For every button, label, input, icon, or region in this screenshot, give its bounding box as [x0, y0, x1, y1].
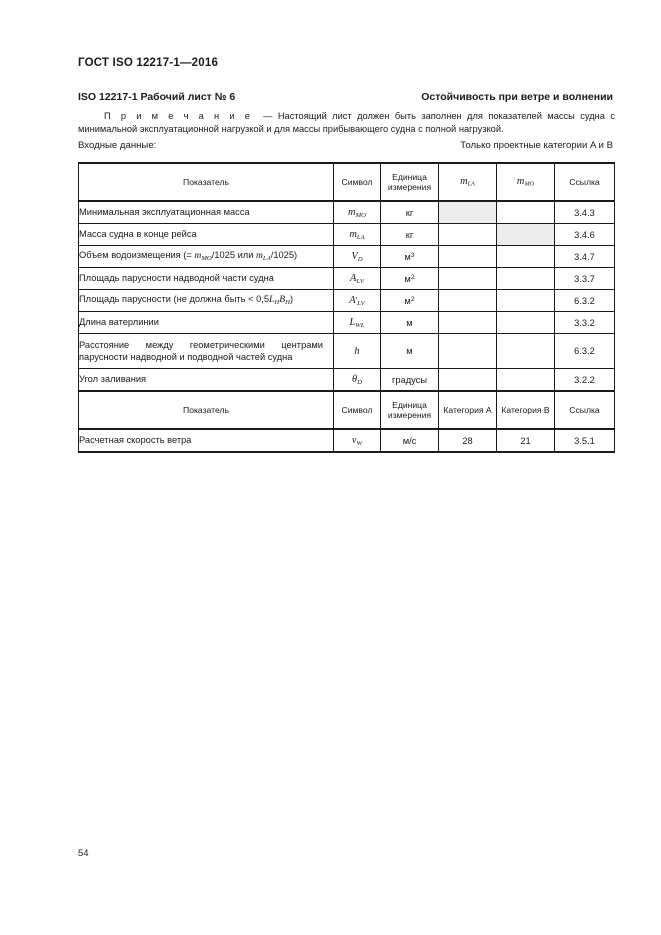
row-mla-value[interactable] — [439, 246, 497, 268]
table-row — [79, 369, 615, 392]
row-mla-value[interactable] — [439, 290, 497, 312]
table-row — [79, 312, 615, 334]
table-row — [79, 224, 615, 246]
row-symbol: $m_{LA}$ — [334, 224, 381, 246]
row-mmo-value[interactable] — [497, 224, 555, 246]
table-row — [79, 246, 615, 268]
row-name: Расстояние между геометрическими центрами парусности надводной и подводной частей судна — [79, 334, 334, 369]
note-label: П р и м е ч а н и е — [104, 111, 253, 121]
header-unit-line2: измерения — [387, 410, 432, 420]
row-category-b-value[interactable]: 21 — [497, 429, 555, 452]
row-mmo-value[interactable] — [497, 290, 555, 312]
design-categories-note: Только проектные категории A и B — [460, 140, 613, 151]
row-unit: $м^3$ — [381, 246, 439, 268]
table-row — [79, 201, 615, 224]
header-symbol: Символ — [334, 163, 381, 201]
row-reference: 3.3.2 — [555, 312, 615, 334]
header-unit — [381, 163, 439, 201]
row-reference: 3.2.2 — [555, 369, 615, 392]
wind-table-header-row — [79, 391, 615, 429]
row-symbol: $v_W$ — [334, 429, 381, 452]
row-reference: 6.3.2 — [555, 334, 615, 369]
note-text: Настоящий лист должен быть заполнен для показателей массы судна с минимальной эксплуатационной нагрузкой и для массы прибывающего судна с полной нагрузкой. — [78, 111, 616, 135]
row-symbol: $m_{MO}$ — [334, 201, 381, 224]
row-reference: 3.4.3 — [555, 201, 615, 224]
header-category-a: Категория A — [439, 391, 497, 429]
input-data-line — [78, 140, 613, 151]
row-mla-value[interactable] — [439, 312, 497, 334]
row-mmo-value[interactable] — [497, 312, 555, 334]
row-unit: м — [381, 334, 439, 369]
header-name: Показатель — [79, 163, 334, 201]
header-name: Показатель — [79, 391, 334, 429]
row-symbol: $A_{LV}$ — [334, 268, 381, 290]
wind-speed-table — [78, 390, 615, 453]
table-row — [79, 334, 615, 369]
row-mla-value[interactable] — [439, 334, 497, 369]
row-mmo-value[interactable] — [497, 268, 555, 290]
note-dash: — — [263, 111, 273, 121]
input-data-label: Входные данные: — [78, 140, 157, 151]
header-unit-line2: измерения — [387, 182, 432, 192]
inputs-table — [78, 162, 615, 392]
row-name: Расчетная скорость ветра — [79, 429, 334, 452]
header-category-b: Категория B — [497, 391, 555, 429]
row-name: Минимальная эксплуатационная масса — [79, 201, 334, 224]
row-mmo-value[interactable] — [497, 201, 555, 224]
row-name: Угол заливания — [79, 369, 334, 392]
worksheet-title: ISO 12217-1 Рабочий лист № 6 — [78, 91, 236, 103]
table-row — [79, 429, 615, 452]
table-row — [79, 268, 615, 290]
sheet-header — [78, 91, 613, 103]
header-unit-line1: Единица — [392, 399, 427, 410]
row-mla-value[interactable] — [439, 201, 497, 224]
row-reference: 3.5.1 — [555, 429, 615, 452]
row-mla-value[interactable] — [439, 369, 497, 392]
row-unit: м — [381, 312, 439, 334]
row-category-a-value[interactable]: 28 — [439, 429, 497, 452]
row-unit: градусы — [381, 369, 439, 392]
header-reference: Ссылка — [555, 391, 615, 429]
table-row — [79, 290, 615, 312]
row-mmo-value[interactable] — [497, 246, 555, 268]
row-reference: 6.3.2 — [555, 290, 615, 312]
row-unit: $м^2$ — [381, 290, 439, 312]
row-unit: м/с — [381, 429, 439, 452]
header-unit — [381, 391, 439, 429]
row-mla-value[interactable] — [439, 268, 497, 290]
row-reference: 3.3.7 — [555, 268, 615, 290]
note-paragraph — [78, 110, 615, 136]
row-name: Длина ватерлинии — [79, 312, 334, 334]
row-unit: кг — [381, 224, 439, 246]
row-symbol: $V_D$ — [334, 246, 381, 268]
row-mmo-value[interactable] — [497, 369, 555, 392]
header-mmo: $m_{MO}$ — [497, 163, 555, 201]
header-symbol: Символ — [334, 391, 381, 429]
row-unit: кг — [381, 201, 439, 224]
row-name: Площадь парусности надводной части судна — [79, 268, 334, 290]
row-reference: 3.4.7 — [555, 246, 615, 268]
row-symbol: h — [334, 334, 381, 369]
row-mla-value[interactable] — [439, 224, 497, 246]
standard-code: ГОСТ ISO 12217-1—2016 — [78, 57, 219, 69]
row-symbol: $\theta_D$ — [334, 369, 381, 392]
worksheet-subject: Остойчивость при ветре и волнении — [421, 91, 613, 103]
inputs-table-header-row — [79, 163, 615, 201]
row-reference: 3.4.6 — [555, 224, 615, 246]
header-reference: Ссылка — [555, 163, 615, 201]
header-mla: $m_{LA}$ — [439, 163, 497, 201]
row-unit: $м^2$ — [381, 268, 439, 290]
row-mmo-value[interactable] — [497, 334, 555, 369]
row-name: Площадь парусности (не должна быть < $0,5L_HB_H$) — [79, 290, 334, 312]
page-number: 54 — [78, 848, 89, 859]
row-symbol: $A'_{LV}$ — [334, 290, 381, 312]
row-name: Объем водоизмещения (= $m_{MO}/1025$ или $m_{LA}/1025$) — [79, 246, 334, 268]
row-name: Масса судна в конце рейса — [79, 224, 334, 246]
row-symbol: $L_{WL}$ — [334, 312, 381, 334]
header-unit-line1: Единица — [392, 171, 427, 182]
